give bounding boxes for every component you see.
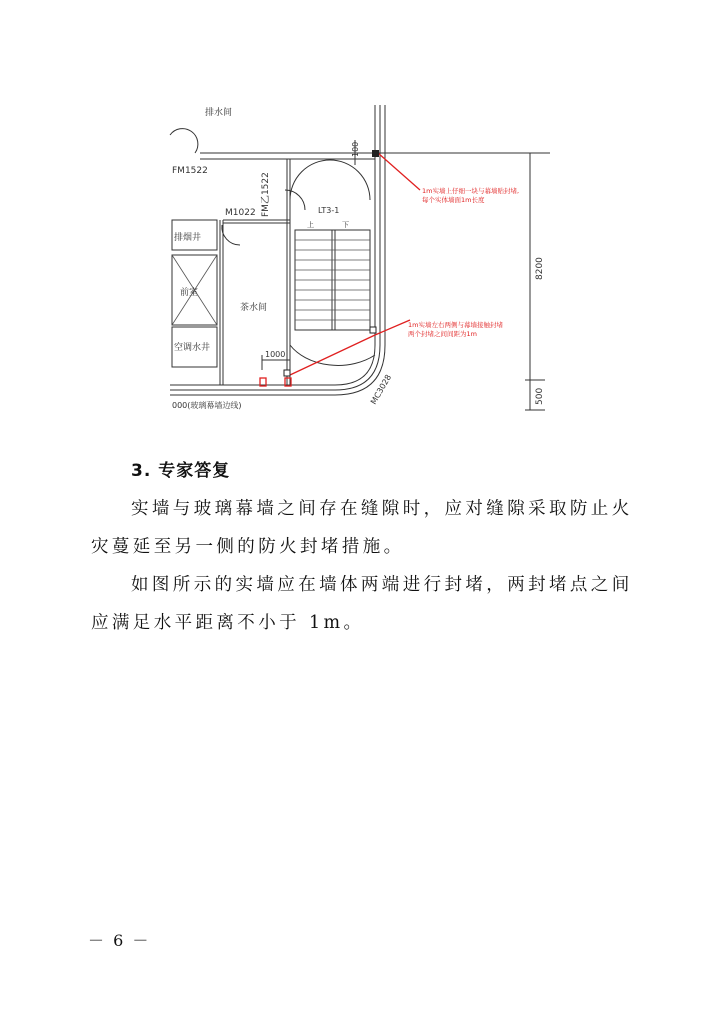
label-stair-down: 下 [342, 221, 349, 229]
page-number: － 6 － [88, 931, 151, 950]
paragraph-2: 如图所示的实墙应在墙体两端进行封堵，两封堵点之间应满足水平距离不小于 1m。 [91, 575, 633, 633]
red-note-2-line1: 1m实墙左右两侧与幕墙接触封堵 [408, 321, 503, 329]
label-room-top: 排水间 [205, 108, 233, 118]
label-wall-tag: MC3028 [368, 373, 394, 406]
floor-plan-drawing [150, 95, 560, 415]
label-room-mid: 茶水间 [240, 303, 268, 313]
dim-500: 500 [535, 387, 545, 405]
section-heading: 3. 专家答复 [131, 461, 231, 481]
label-shaft-left: 排烟井 [174, 233, 202, 243]
label-stair: LT3-1 [318, 206, 340, 215]
label-room-left2: 空调水井 [174, 343, 211, 353]
label-stair-up: 上 [307, 221, 314, 229]
red-note-1-line1: 1m实墙上仔细一块与幕墙贴封堵, [422, 187, 520, 195]
dim-100-top: 100 [351, 141, 360, 157]
label-door-fm: FM乙1522 [261, 172, 271, 217]
dim-8200: 8200 [535, 257, 545, 280]
dim-1000: 1000 [265, 350, 286, 359]
red-note-2-line2: 两个封堵之间间距为1m [408, 330, 477, 338]
label-bottom-note: 000(玻璃幕墙边线) [172, 401, 242, 410]
label-door-m1022: M1022 [225, 208, 256, 218]
red-note-1-line2: 每个实体墙面1m长度 [422, 196, 485, 204]
label-room-left: 前室 [180, 288, 199, 298]
paragraph-1: 实墙与玻璃幕墙之间存在缝隙时，应对缝隙采取防止火灾蔓延至另一侧的防火封堵措施。 [91, 499, 633, 557]
label-door-m1522: FM1522 [172, 166, 208, 176]
